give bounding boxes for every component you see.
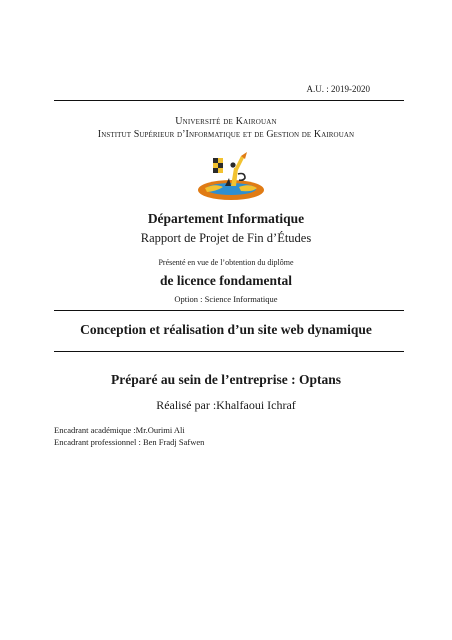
logo-graphic bbox=[195, 150, 267, 202]
institute-logo-icon bbox=[195, 150, 267, 202]
university-name: Université de Kairouan bbox=[175, 116, 277, 127]
logo-square-3 bbox=[213, 168, 218, 173]
department-name: Département Informatique bbox=[147, 211, 305, 226]
presented-for: Présenté en vue de l’obtention du diplôme bbox=[158, 258, 294, 267]
report-title: Rapport de Projet de Fin d’Études bbox=[140, 231, 312, 245]
logo-figure-arm bbox=[234, 156, 244, 172]
subject-rule-top bbox=[54, 310, 404, 311]
logo-square-2 bbox=[218, 163, 223, 168]
degree-option: Option : Science Informatique bbox=[174, 294, 278, 304]
subject-rule-bottom bbox=[54, 351, 404, 352]
professional-supervisor: Encadrant professionnel : Ben Fradj Safwen bbox=[54, 437, 205, 447]
institute-name: Institut Supérieur d’Informatique et de Gestion de Kairouan bbox=[97, 129, 355, 140]
academic-year: A.U. : 2019-2020 bbox=[306, 84, 370, 94]
logo-square-1 bbox=[213, 158, 218, 163]
logo-square-5 bbox=[213, 163, 218, 168]
project-subject: Conception et réalisation d’un site web dynamique bbox=[80, 322, 372, 337]
degree-name: de licence fondamental bbox=[160, 273, 292, 288]
logo-figure-curve bbox=[238, 174, 245, 181]
author-line: Réalisé par :Khalfaoui Ichraf bbox=[156, 398, 296, 412]
logo-square-4 bbox=[218, 158, 223, 163]
company-line: Préparé au sein de l’entreprise : Optans bbox=[111, 372, 341, 387]
academic-supervisor: Encadrant académique :Mr.Ourimi Ali bbox=[54, 425, 185, 435]
logo-square-6 bbox=[218, 168, 223, 173]
top-rule bbox=[54, 100, 404, 101]
logo-figure-head bbox=[230, 162, 235, 167]
